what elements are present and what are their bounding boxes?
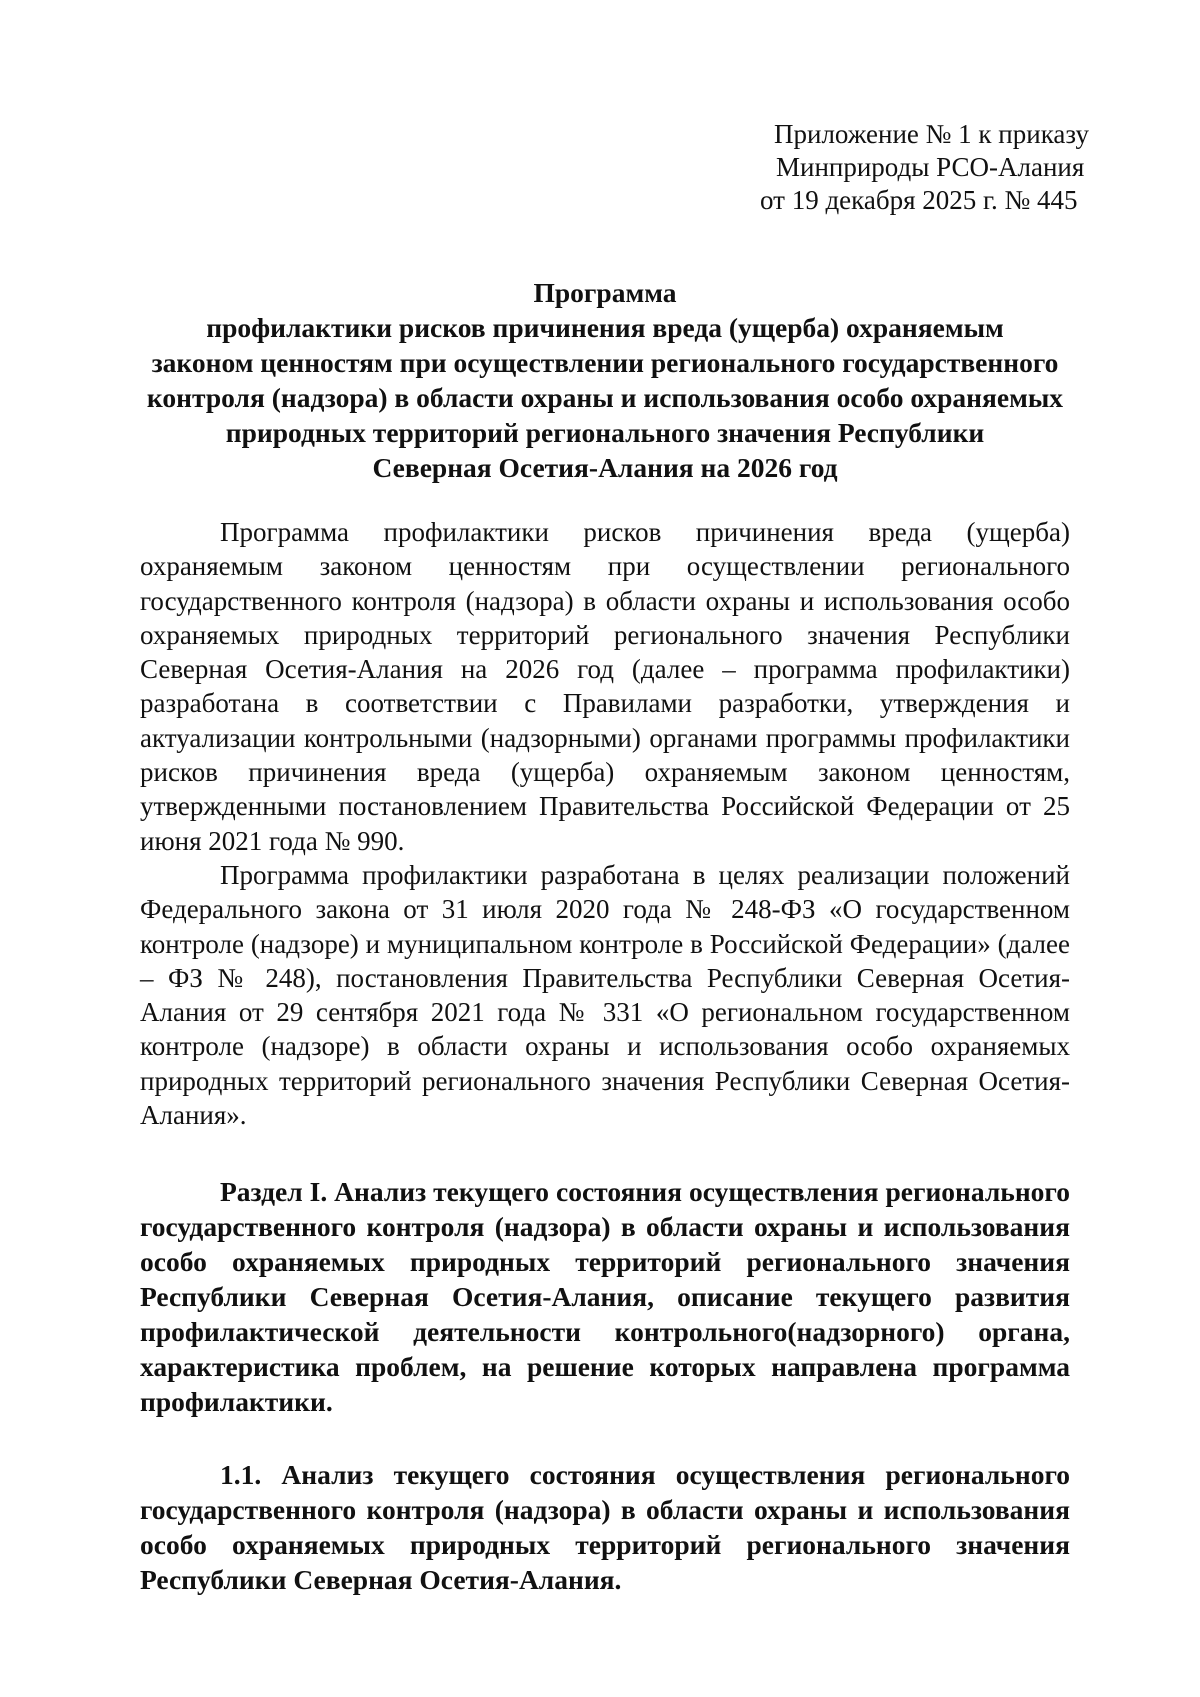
paragraph-program-basis: Программа профилактики рисков причинения вреда (ущерба) охраняемым законом ценностям при осуществлении регионального государственного контроля (надзора) в области охраны и использования особо охраняемых природных территорий регионального значения Республики Северная Осетия-Алания на 2026 год (далее – программа профилактики) разработана в соответствии с Правилами разработки, утверждения и актуализации контрольными (надзорными) органами программы профилактики рисков причинения вреда (ущерба) охраняемым законом ценностям, утвержденными постановлением Правительства Российской Федерации от 25 июня 2021 года № 990.: [140, 517, 1070, 856]
appendix-reference: [760, 118, 1089, 217]
subsection-1-1-heading: 1.1. Анализ текущего состояния осуществления регионального государственного контроля (надзора) в области охраны и использования особо охраняемых природных территорий регионального значения Республики Северная Осетия-Алания.: [140, 1459, 1070, 1596]
appendix-line-2: Минприроды РСО-Алания: [776, 152, 1085, 182]
title-line-4: контроля (надзора) в области охраны и использования особо охраняемых: [146, 382, 1064, 413]
title-line-3: законом ценностям при осуществлении регионального государственного: [151, 347, 1059, 378]
title-line-1: Программа: [533, 277, 677, 308]
appendix-line-3: от 19 декабря 2025 г. № 445: [760, 185, 1078, 215]
document-title: [140, 275, 1070, 485]
section-1-heading: Раздел I. Анализ текущего состояния осуществления регионального государственного контроля (надзора) в области охраны и использования особо охраняемых природных территорий регионального значения Республики Северная Осетия-Алания, описание текущего развития профилактической деятельности контрольного(надзорного) органа, характеристика проблем, на решение которых направлена программа профилактики.: [140, 1176, 1070, 1418]
title-line-5: природных территорий регионального значения Республики: [225, 417, 985, 448]
paragraph-program-purpose: Программа профилактики разработана в целях реализации положений Федерального закона от 31 июля 2020 года № 248-ФЗ «О государственном контроле (надзоре) и муниципальном контроле в Российской Федерации» (далее – ФЗ № 248), постановления Правительства Республики Северная Осетия-Алания от 29 сентября 2021 года № 331 «О региональном государственном контроле (надзоре) в области охраны и использования особо охраняемых природных территорий регионального значения Республики Северная Осетия-Алания».: [140, 859, 1070, 1131]
appendix-line-1: Приложение № 1 к приказу: [774, 119, 1089, 149]
title-line-2: профилактики рисков причинения вреда (ущерба) охраняемым: [206, 312, 1004, 343]
title-line-6: Северная Осетия-Алания на 2026 год: [372, 452, 838, 483]
document-body: [140, 515, 1070, 1132]
